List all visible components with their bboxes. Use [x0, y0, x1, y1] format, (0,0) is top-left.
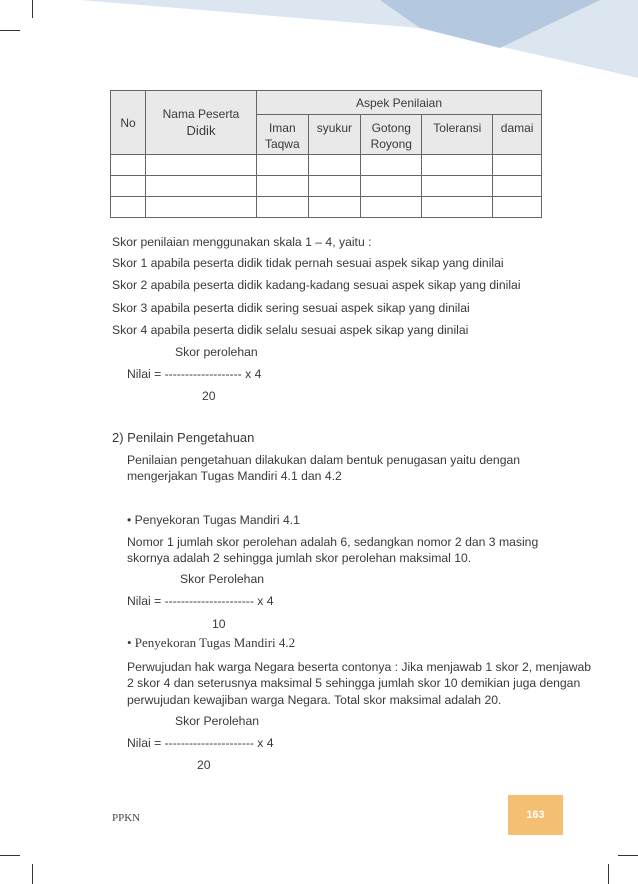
header-aspek-line2: Taqwa [264, 137, 300, 151]
table-cell [257, 197, 309, 218]
header-aspek-line2: Royong [370, 137, 412, 151]
crop-mark [618, 855, 638, 856]
table-cell [146, 155, 257, 176]
table-cell [361, 155, 422, 176]
table-cell [308, 176, 361, 197]
header-aspek-line1: Toleransi [433, 121, 482, 135]
header-aspek-0 [257, 115, 309, 155]
table-cell [361, 176, 422, 197]
crop-mark [32, 864, 33, 884]
header-aspek-line1: syukur [316, 121, 353, 135]
header-aspek-line1: Iman [268, 121, 296, 135]
table-cell [146, 197, 257, 218]
table-row [111, 155, 542, 176]
crop-mark [0, 855, 20, 856]
table-cell [308, 197, 361, 218]
bullet2-title: • Penyekoran Tugas Mandiri 4.2 [127, 635, 296, 650]
formula3-top: Skor Perolehan [175, 714, 260, 728]
formula2-bottom: 10 [212, 617, 226, 631]
header-banner [0, 0, 638, 90]
table-cell [493, 155, 542, 176]
header-aspek: Aspek Penilaian [257, 91, 542, 115]
score-line: Skor 3 apabila peserta didik sering sesuai aspek sikap yang dinilai [112, 301, 470, 315]
table-row [111, 197, 542, 218]
table-cell [493, 176, 542, 197]
header-aspek-line1: damai [500, 121, 534, 135]
table-cell [308, 155, 361, 176]
bullet2-paragraph: 2 skor 4 dan seterusnya maksimal 5 sehingga jumlah skor 10 demikian juga dengan [127, 676, 581, 690]
formula1-top: Skor perolehan [175, 345, 258, 359]
table-cell [111, 155, 146, 176]
score-line: Skor 4 apabila peserta didik selalu sesuai aspek sikap yang dinilai [112, 323, 469, 337]
table-cell [111, 197, 146, 218]
table-cell [361, 197, 422, 218]
table-cell [257, 155, 309, 176]
scale-intro: Skor penilaian menggunakan skala 1 – 4, yaitu : [112, 235, 372, 249]
header-aspek-4 [493, 115, 542, 155]
header-aspek-2 [361, 115, 422, 155]
formula3-middle: Nilai = ---------------------- x 4 [127, 736, 274, 750]
score-line: Skor 2 apabila peserta didik kadang-kadang sesuai aspek sikap yang dinilai [112, 278, 521, 292]
table-cell [422, 176, 493, 197]
table-row [111, 176, 542, 197]
table-cell [493, 197, 542, 218]
table-cell [422, 197, 493, 218]
header-no: No [111, 91, 146, 155]
bullet1-paragraph: skornya adalah 2 sehingga jumlah skor perolehan maksimal 10. [127, 551, 472, 565]
page-number-badge: 163 [508, 795, 563, 835]
header-aspek-1 [308, 115, 361, 155]
formula1-middle: Nilai = ------------------- x 4 [127, 367, 262, 381]
header-aspek-3 [422, 115, 493, 155]
table-cell [146, 176, 257, 197]
header-aspek-line1: Gotong [371, 121, 411, 135]
bullet1-paragraph: Nomor 1 jumlah skor perolehan adalah 6, sedangkan nomor 2 dan 3 masing [127, 535, 539, 549]
section2-paragraph: Penilaian pengetahuan dilakukan dalam bentuk penugasan yaitu dengan [127, 453, 521, 467]
formula1-bottom: 20 [202, 389, 216, 403]
formula2-middle: Nilai = ---------------------- x 4 [127, 594, 274, 608]
header-name: Nama Peserta Didik [146, 91, 257, 155]
section2-paragraph: mengerjakan Tugas Mandiri 4.1 dan 4.2 [127, 469, 342, 483]
table-cell [422, 155, 493, 176]
footer-subject: PPKN [112, 812, 141, 824]
table-cell [257, 176, 309, 197]
bullet2-paragraph: perwujudan kewajiban warga Negara. Total skor maksimal adalah 20. [127, 693, 502, 707]
assessment-table [110, 90, 542, 218]
crop-mark [608, 864, 609, 884]
formula3-bottom: 20 [197, 758, 211, 772]
section2-title: 2) Penilain Pengetahuan [112, 430, 255, 445]
table-cell [111, 176, 146, 197]
formula2-top: Skor Perolehan [180, 572, 265, 586]
score-line: Skor 1 apabila peserta didik tidak pernah sesuai aspek sikap yang dinilai [112, 256, 504, 270]
bullet1-title: • Penyekoran Tugas Mandiri 4.1 [127, 513, 300, 527]
bullet2-paragraph: Perwujudan hak warga Negara beserta contonya : Jika menjawab 1 skor 2, menjawab [127, 660, 592, 674]
